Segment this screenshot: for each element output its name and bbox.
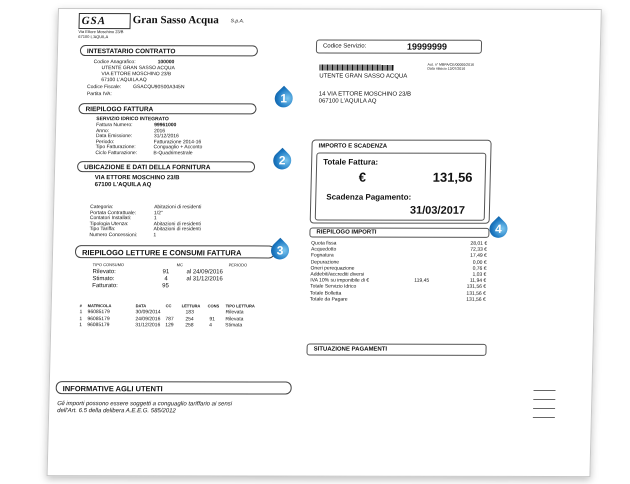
letture-list <box>92 269 272 290</box>
row-label: Quota fissa <box>311 240 337 247</box>
row-value: 0,00 € <box>472 259 487 266</box>
footer-line <box>533 399 555 400</box>
letture-table <box>79 303 280 330</box>
importi-row <box>310 297 486 303</box>
td: 1 <box>79 315 83 322</box>
row-label: Tipo Tariffa: <box>89 226 116 233</box>
th: CONS <box>207 303 220 309</box>
mc: 91 <box>162 269 170 276</box>
td: 96085179 <box>87 315 110 322</box>
row-value: B-Quadrimestrale <box>153 150 193 157</box>
totale-fattura: 131,56 <box>432 169 473 185</box>
section-ubicazione: UBICAZIONE E DATI DELLA FORNITURA <box>77 161 255 172</box>
intestatario-city: 67100 L'AQUILA AQ <box>101 77 147 84</box>
marker-number: 4 <box>494 221 503 236</box>
row-value: Abitazioni di residenti <box>153 226 201 233</box>
row-value: 131,56 € <box>466 284 487 291</box>
codice-fiscale-label: Codice Fiscale: <box>86 84 122 91</box>
codice-fiscale: GSACQU90S00A345N <box>132 84 185 91</box>
section-situazione-pagamenti <box>306 344 486 356</box>
row-mid: 119,45 <box>414 277 430 284</box>
scadenza-date: 31/03/2017 <box>409 204 466 217</box>
td: 96085179 <box>87 322 110 329</box>
td: 91 <box>209 315 216 322</box>
row-label: Fognatura <box>310 252 334 259</box>
letture-row <box>92 283 272 290</box>
row-value: 0,76 € <box>472 265 487 272</box>
barcode <box>319 64 393 70</box>
td: Stimata <box>225 322 243 329</box>
logo-letters: GSA <box>81 15 107 28</box>
company-address-line-2: 67100 L'AQUILA <box>78 34 109 40</box>
row-label: Categoria: <box>90 204 114 211</box>
row-label: Totale Servizio Idrico <box>310 283 357 290</box>
section-intestatario: INTESTATARIO CONTRATTO <box>80 45 258 56</box>
row-label: Oneri perequazione <box>310 265 355 272</box>
importi-list <box>310 242 487 304</box>
row-value: Abitazioni di residenti <box>153 221 202 228</box>
header-mc: MC <box>176 262 183 268</box>
th: LETTURA <box>181 303 201 309</box>
company-suffix: S.p.A. <box>230 18 245 25</box>
th: TIPO LETTURA <box>225 303 255 309</box>
row-label: Tipologia Utenza: <box>89 220 129 227</box>
marker-3-icon <box>271 241 290 263</box>
authorization-line-1: Aut. n° MBPA/CE/00000/2016 <box>427 62 475 67</box>
codice-servizio: 19999999 <box>406 41 448 52</box>
marker-number: 2 <box>278 153 286 168</box>
td: 254 <box>185 315 194 322</box>
td: 24/09/2016 <box>135 315 161 322</box>
row-value: 131,56 € <box>466 290 486 297</box>
td: 30/09/2014 <box>135 309 161 316</box>
tipo: Fatturato: <box>92 283 118 290</box>
mc: 4 <box>164 276 168 283</box>
recipient-city: 067100 L'AQUILA AQ <box>318 98 377 105</box>
fattura-numero: 99961000 <box>154 122 177 129</box>
th: # <box>79 303 83 309</box>
company-logo <box>78 13 130 29</box>
codice-servizio-box <box>316 39 482 53</box>
periodo: al 24/09/2016 <box>186 269 223 276</box>
row-label: Addebiti/accrediti diversi <box>310 271 365 278</box>
riepilogo-importi-title: RIEPILOGO IMPORTI <box>316 229 377 236</box>
bill-page <box>47 8 602 477</box>
importo-title: IMPORTO E SCADENZA <box>318 143 388 150</box>
informative-text-1: Gli importi possono essere soggetti a conguaglio tariffario ai sensi <box>57 401 233 408</box>
row-label: Tipo Fatturazione: <box>95 144 136 151</box>
row-value: 11,94 € <box>469 277 487 284</box>
footer-line <box>533 408 555 409</box>
codice-anagrafico: 100000 <box>157 59 175 66</box>
row-label: Numero Concessioni: <box>89 232 138 239</box>
td: 4 <box>209 322 213 329</box>
row-label: Contatori Installati: <box>89 215 132 222</box>
marker-2-icon <box>273 151 292 173</box>
row-value: 31/12/2016 <box>153 133 179 140</box>
partita-iva-label: Partita IVA: <box>86 91 112 98</box>
fornitura-list <box>89 204 202 239</box>
codice-servizio-label: Codice Servizio: <box>322 43 367 50</box>
marker-number: 3 <box>276 243 284 258</box>
tipo: Rilevato: <box>92 269 116 276</box>
marker-number: 1 <box>280 91 288 106</box>
td: 96085179 <box>87 309 110 316</box>
row-value: 1 <box>153 232 157 239</box>
row-label: Fattura Numero: <box>96 122 133 129</box>
row-value: 1/2" <box>153 209 163 216</box>
row-value: 72,33 € <box>470 246 488 254</box>
row-label: Acquedotto <box>310 246 337 253</box>
td: 787 <box>165 315 174 322</box>
company-address-line-1: Via Ettore Moschino 23/B <box>78 29 124 35</box>
tipo: Stimato: <box>92 276 115 283</box>
row-label: Depurazione <box>310 259 340 266</box>
row-label: Ciclo Fatturazione: <box>95 150 138 157</box>
intestatario-name: UTENTE GRAN SASSO ACQUA <box>101 65 175 72</box>
row-label: Portata Contrattuale: <box>89 209 137 216</box>
section-informative: INFORMATIVE AGLI UTENTI <box>56 381 292 394</box>
row-label: IVA 10% su imponibile di € <box>310 277 370 284</box>
row-value: 2016 <box>153 127 166 134</box>
fornitura-row <box>89 232 157 239</box>
section-riepilogo-importi <box>309 228 489 238</box>
row-label: Periodo: <box>95 138 115 145</box>
codice-anagrafico-label: Codice Anagrafico: <box>93 59 136 66</box>
td: 31/12/2016 <box>135 322 161 329</box>
row-value: 1 <box>153 215 157 222</box>
periodo: al 31/12/2016 <box>186 276 223 283</box>
th: MATRICOLA <box>87 303 112 309</box>
td: 183 <box>185 309 194 316</box>
ubicazione-city: 67100 L'AQUILA AQ <box>94 182 152 189</box>
row-value: Fatturazione 2014-16 <box>153 138 202 146</box>
row-value: 17,49 € <box>470 253 487 260</box>
marker-4-icon <box>489 220 508 242</box>
td: 258 <box>185 322 194 329</box>
td: 129 <box>165 322 174 329</box>
company-name: Gran Sasso Acqua <box>132 14 220 27</box>
row-label: Anno: <box>95 127 110 134</box>
recipient-via: 14 VIA ETTORE MOSCHINO 23/B <box>318 91 412 98</box>
marker-1-icon <box>274 89 293 111</box>
row-label: Totale Bolletta <box>309 290 342 297</box>
row-label: Data Emissione: <box>95 133 133 140</box>
importo-scadenza-box <box>310 139 492 223</box>
th: DATA <box>135 303 147 309</box>
section-letture: RIEPILOGO LETTURE E CONSUMI FATTURA <box>75 245 275 258</box>
td: Rilevata <box>225 315 244 322</box>
td: 1 <box>79 322 83 329</box>
row-label: Totale da Pagare <box>309 296 348 303</box>
row-value: Conguaglio + Acconto <box>153 144 203 151</box>
authorization-line-2: Data rilascio 12/07/2016 <box>427 66 466 71</box>
situazione-title: SITUAZIONE PAGAMENTI <box>313 346 388 353</box>
td: Rilevata <box>225 309 244 316</box>
informative-text-2: dell'Art. 6.5 della delibera A.E.E.G. 585/2012 <box>57 408 176 415</box>
importo-inner <box>315 152 487 220</box>
header-periodo: PERIODO <box>228 262 248 268</box>
currency-symbol: € <box>358 169 367 185</box>
intestatario-via: VIA ETTORE MOSCHINO 23/B <box>101 71 172 78</box>
section-riepilogo-fattura: RIEPILOGO FATTURA <box>78 103 256 114</box>
row-value: Abitazioni di residenti <box>154 204 202 211</box>
footer-line <box>533 417 555 418</box>
scadenza-label: Scadenza Pagamento: <box>326 192 412 202</box>
th: CC <box>165 303 172 309</box>
recipient-name: UTENTE GRAN SASSO ACQUA <box>319 73 408 80</box>
totale-fattura-label: Totale Fattura: <box>323 157 379 167</box>
service-type: SERVIZIO IDRICO INTEGRATO <box>96 116 169 123</box>
table-row <box>79 323 279 330</box>
row-value: 131,56 € <box>466 296 486 303</box>
td: 1 <box>79 309 83 316</box>
row-value: 1,03 € <box>472 271 487 278</box>
riepilogo-row <box>95 150 193 157</box>
header-tipo-consumo: TIPO CONSUMO <box>92 262 125 268</box>
mc: 95 <box>162 283 169 290</box>
row-value: 28,01 € <box>470 240 488 247</box>
ubicazione-via: VIA ETTORE MOSCHINO 23/B <box>94 175 180 182</box>
riepilogo-fattura-list <box>95 122 203 157</box>
footer-line <box>534 390 556 391</box>
